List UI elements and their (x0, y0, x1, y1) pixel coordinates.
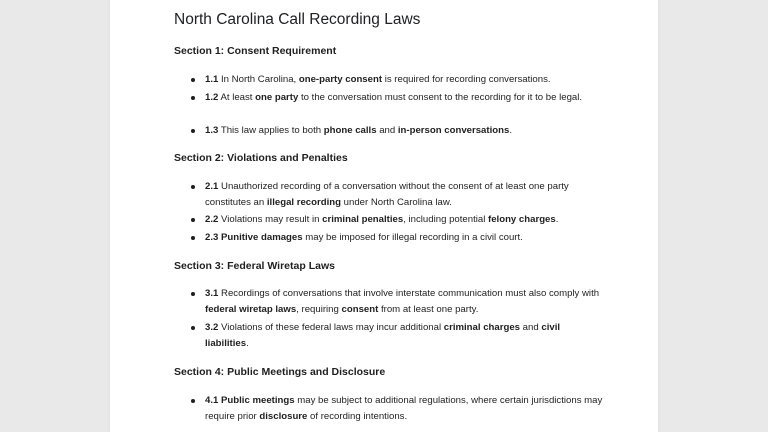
list-item: 1.1 In North Carolina, one-party consent is required for recording conversations. (205, 72, 605, 88)
list-item: 4.1 Public meetings may be subject to additional regulations, where certain jurisdictions may require prior disclosure of recording intentions. (205, 393, 605, 425)
list-item: 3.1 Recordings of conversations that involve interstate communication must also comply with federal wiretap laws, requiring consent from at least one party. (205, 286, 605, 318)
section-heading: Section 3: Federal Wiretap Laws (174, 260, 335, 272)
list-item: 2.3 Punitive damages may be imposed for illegal recording in a civil court. (205, 230, 605, 246)
list-item: 2.2 Violations may result in criminal penalties, including potential felony charges. (205, 212, 605, 228)
list-item: 3.2 Violations of these federal laws may incur additional criminal charges and civil liabilities. (205, 320, 605, 352)
document-page (110, 0, 658, 432)
section-heading: Section 2: Violations and Penalties (174, 152, 348, 164)
section-heading: Section 1: Consent Requirement (174, 45, 337, 57)
list-item: 1.2 At least one party to the conversation must consent to the recording for it to be legal. (205, 90, 605, 106)
document-title: North Carolina Call Recording Laws (174, 11, 421, 28)
list-item: 1.3 This law applies to both phone calls and in-person conversations. (205, 123, 605, 139)
section-heading: Section 4: Public Meetings and Disclosure (174, 366, 386, 378)
list-item: 2.1 Unauthorized recording of a conversation without the consent of at least one party constitutes an illegal recording under North Carolina law. (205, 179, 605, 211)
